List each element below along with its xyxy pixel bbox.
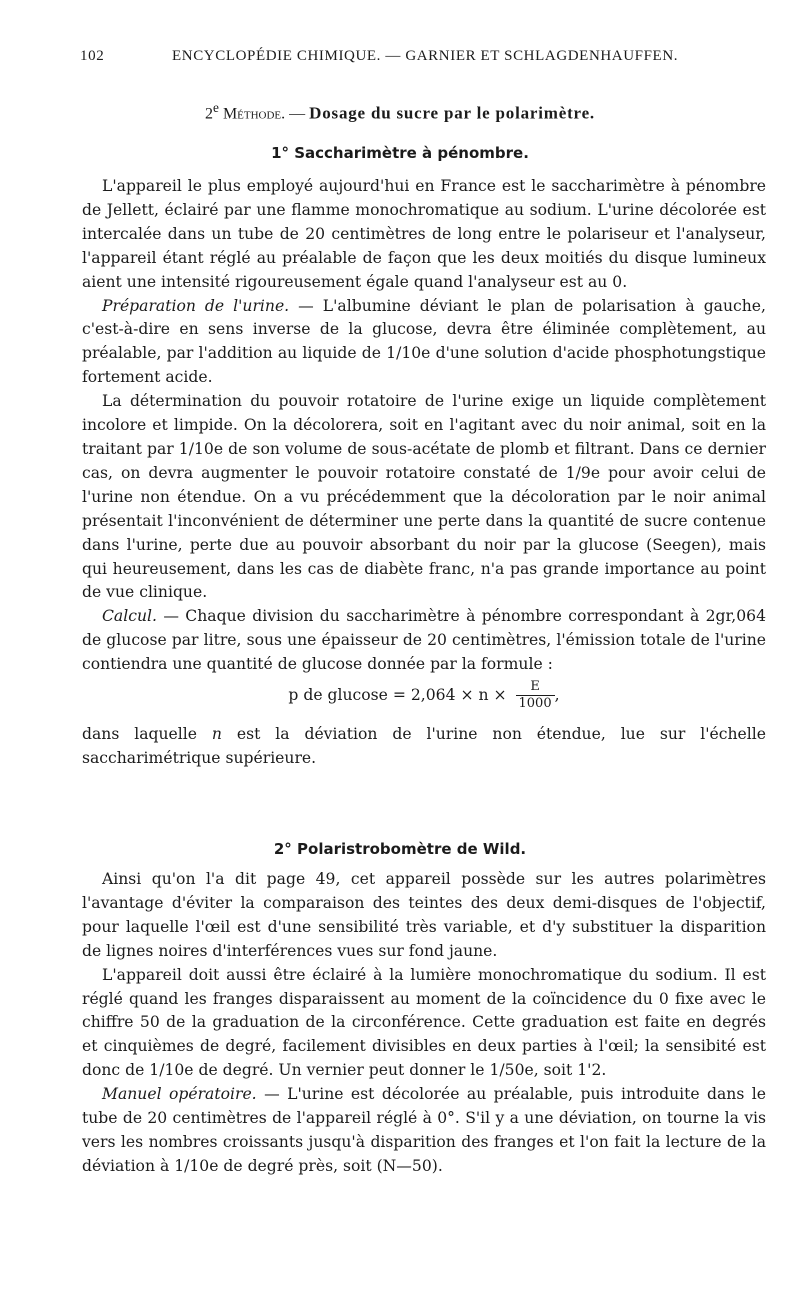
paragraph-lead-italic: Calcul. (102, 607, 157, 626)
paragraph (82, 723, 766, 771)
paragraph-text: — L'albumine déviant le plan de polarisation à gauche, c'est-à-dire en sens inverse de la glucose, devra être éliminée complètement, au préalable, par l'addition au liquide de 1/10e d'une solution d'acide phosphotungstique fortement acide. (82, 296, 766, 387)
glucose-formula (82, 679, 766, 719)
page-number: 102 (80, 48, 105, 64)
paragraph-text: — L'urine est décolorée au préalable, puis introduite dans le tube de 20 centimètres de l'appareil réglé à 0°. S'il y a une déviation, on tourne la vis vers les nombres croissants jusqu'à disparition des franges et l'on fait la lecture de la déviation à 1/10e de degré près, soit (N—50). (82, 1085, 767, 1175)
method-number-sup: e (213, 100, 219, 115)
paragraph: Ainsi qu'on l'a dit page 49, cet appareil possède sur les autres polarimètres l'avantage d'éviter la comparaison des teintes des deux demi-disques de l'objectif, pour laquelle l'œil est d'une sensibilité très variable, et d'y substituer la disparition de lignes noires d'interférences vues sur fond jaune. (82, 870, 766, 960)
formula-denominator: 1000 (518, 696, 552, 712)
paragraph: L'appareil doit aussi être éclairé à la lumière monochromatique du sodium. Il est réglé quand les franges disparaissent au moment de la coïncidence du 0 fixe avec le chiffre 50 de la graduation de la circonférence. Cette graduation est faite en degrés et cinquièmes de degré, facilement divisibles en deux parties à l'œil; la sensibité est donc de 1/10e de degré. Un vernier peut donner le 1/50e, soit 1'2. (82, 965, 766, 1080)
paragraph-text: — Chaque division du saccharimètre à pénombre correspondant à 2gr,064 de glucose par litre, sous une épaisseur de 20 centimètres, l'émission totale de l'urine contiendra une quantité de glucose donnée par la formule : (82, 607, 766, 674)
running-title: ENCYCLOPÉDIE CHIMIQUE. — GARNIER ET SCHLAGDENHAUFFEN. (172, 48, 679, 64)
section-heading-polaristrobometre: 2° Polaristrobomètre de Wild. (273, 840, 527, 858)
paragraph (82, 1083, 766, 1179)
section-body-saccharimetre (82, 175, 766, 771)
paragraph (82, 295, 766, 391)
section-heading-saccharimetre: 1° Saccharimètre à pénombre. (271, 144, 529, 162)
formula-lhs: p de glucose = 2,064 × n × (288, 685, 507, 704)
variable-n: n (211, 725, 222, 744)
section-body-polaristrobometre (82, 868, 766, 1179)
paragraph: L'appareil le plus employé aujourd'hui en France est le saccharimètre à pénombre de Jellett, éclairé par une flamme monochromatique au sodium. L'urine décolorée est intercalée dans un tube de 20 centimètres de long entre le polariseur et l'analyseur, l'appareil étant réglé au préalable de façon que les deux moitiés du disque lumineux aient une intensité rigoureusement égale quand l'analyseur est au 0. (82, 177, 766, 291)
formula-numerator: E (516, 679, 555, 696)
method-title (0, 100, 800, 123)
paragraph-text: est la déviation de l'urine non étendue, lue sur l'échelle saccharimétrique supérieure. (82, 725, 766, 767)
paragraph-lead-italic: Manuel opératoire. (102, 1085, 257, 1104)
formula-tail: , (554, 685, 560, 704)
paragraph-text: dans laquelle (82, 725, 212, 744)
paragraph: La détermination du pouvoir rotatoire de l'urine exige un liquide complètement incolore et limpide. On la décolorera, soit en l'agitant avec du noir animal, soit en la traitant par 1/10e de son volume de sous-acétate de plomb et filtrant. Dans ce dernier cas, on devra augmenter le pouvoir rotatoire constaté de 1/9e pour avoir celui de l'urine non étendue. On a vu précédemment que la décoloration par le noir animal présentait l'inconvénient de déterminer une perte dans la quantité de sucre contenue dans l'urine, perte due au pouvoir absorbant du noir par la glucose (Seegen), mais qui heureusement, dans les cas de diabète franc, n'a pas grande importance au point de vue clinique. (82, 392, 766, 602)
paragraph (82, 605, 766, 677)
method-label: Méthode. — (222, 105, 306, 123)
method-number: 2 (205, 105, 214, 123)
paragraph-lead-italic: Préparation de l'urine. (102, 296, 290, 315)
formula-fraction (516, 679, 555, 712)
method-heading: Dosage du sucre par le polarimètre. (309, 103, 595, 123)
